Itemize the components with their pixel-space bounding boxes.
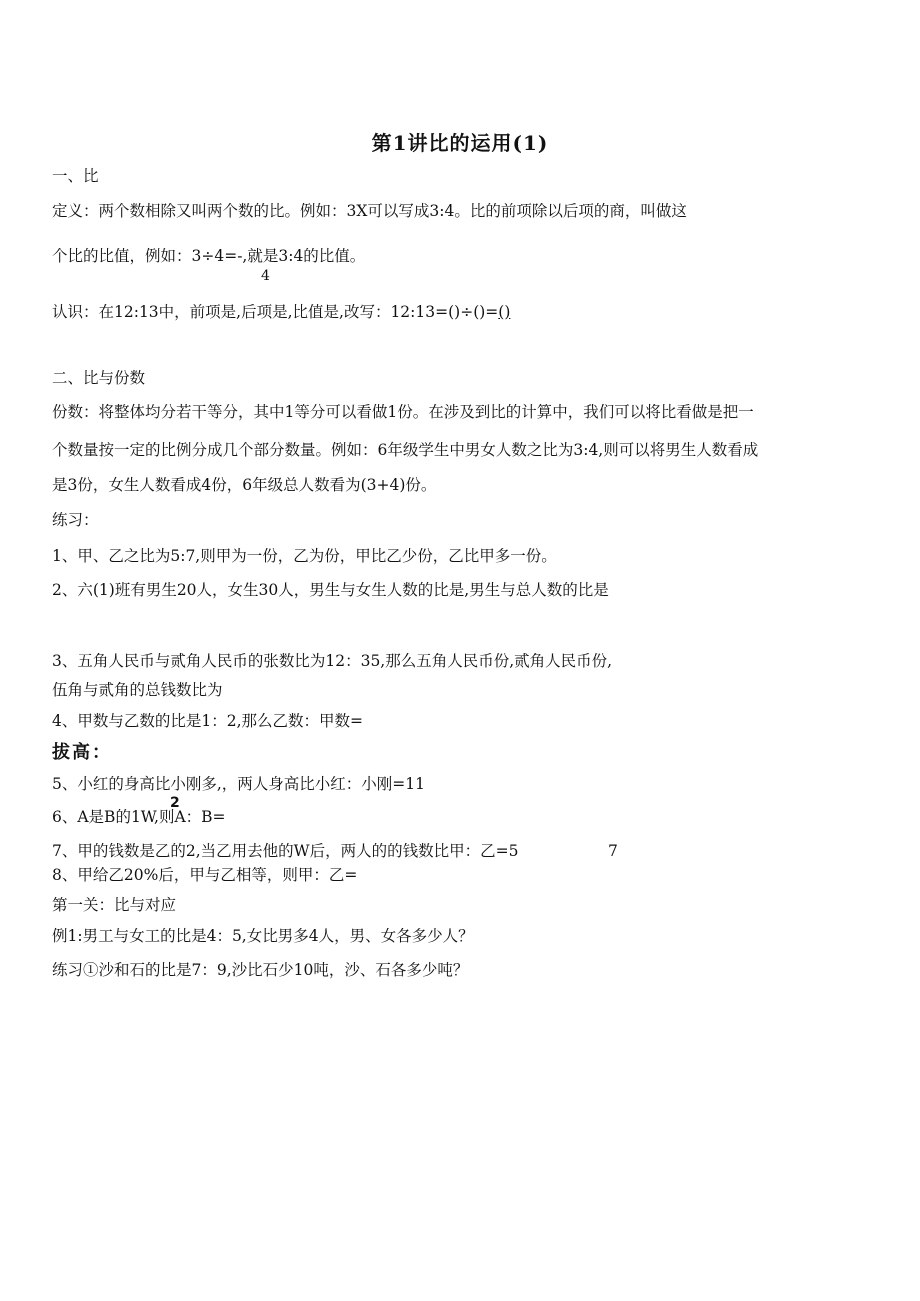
question-4: 4、甲数与乙数的比是1：2,那么乙数：甲数= (52, 712, 364, 730)
exercise-1: 练习①沙和石的比是7：9,沙比石少10吨，沙、石各多少吨？ (52, 961, 469, 979)
level-1-heading: 第一关：比与对应 (52, 896, 177, 914)
recognition-text: 认识：在12:13中，前项是,后项是,比值是,改写：12:13=()÷()= (52, 303, 499, 321)
question-1: 1、甲、乙之比为5:7,则甲为一份，乙为份，甲比乙少份，乙比甲多一份。 (52, 547, 557, 565)
question-5: 5、小红的身高比小刚多,，两人身高比小红：小刚=11 (52, 775, 426, 793)
question-2: 2、六(1)班有男生20人，女生30人，男生与女生人数的比是,男生与总人数的比是 (52, 581, 609, 599)
question-7: 7、甲的钱数是乙的2,当乙用去他的W后，两人的的钱数比甲：乙=5 (52, 842, 519, 860)
parts-paragraph-line-3: 是3份，女生人数看成4份，6年级总人数看为(3+4)份。 (52, 476, 437, 494)
practice-label: 练习： (52, 511, 99, 529)
recognition-blank: () (498, 303, 511, 321)
section-heading-ratio-and-parts: 二、比与份数 (52, 369, 146, 387)
question-3-line-1: 3、五角人民币与贰角人民币的张数比为12：35,那么五角人民币份,贰角人民币份, (52, 652, 613, 670)
question-6-superscript: 2 (170, 795, 180, 811)
page-title: 第1讲比的运用(1) (371, 131, 549, 155)
advanced-heading: 拔高： (52, 742, 112, 763)
fraction-denominator: 4 (261, 268, 270, 284)
parts-paragraph-line-1: 份数：将整体均分若干等分，其中1等分可以看做1份。在涉及到比的计算中，我们可以将比看做是把一 (52, 403, 754, 421)
question-3-line-2: 伍角与贰角的总钱数比为 (52, 681, 223, 699)
question-8: 8、甲给乙20%后，甲与乙相等，则甲：乙= (52, 866, 358, 884)
definition-line-2: 个比的比值，例如：3÷4=-,就是3:4的比值。 (52, 247, 366, 265)
definition-line-1: 定义：两个数相除又叫两个数的比。例如：3X可以写成3:4。比的前项除以后项的商，叫做这 (52, 202, 687, 220)
section-heading-ratio: 一、比 (52, 167, 99, 185)
recognition-line (52, 302, 510, 322)
example-1: 例1:男工与女工的比是4：5,女比男多4人，男、女各多少人？ (52, 927, 474, 945)
question-6: 6、A是B的1W,则A：B= (52, 808, 226, 826)
parts-paragraph-line-2: 个数量按一定的比例分成几个部分数量。例如：6年级学生中男女人数之比为3:4,则可以将男生人数看成 (52, 441, 759, 459)
question-7-tail: 7 (608, 842, 618, 860)
